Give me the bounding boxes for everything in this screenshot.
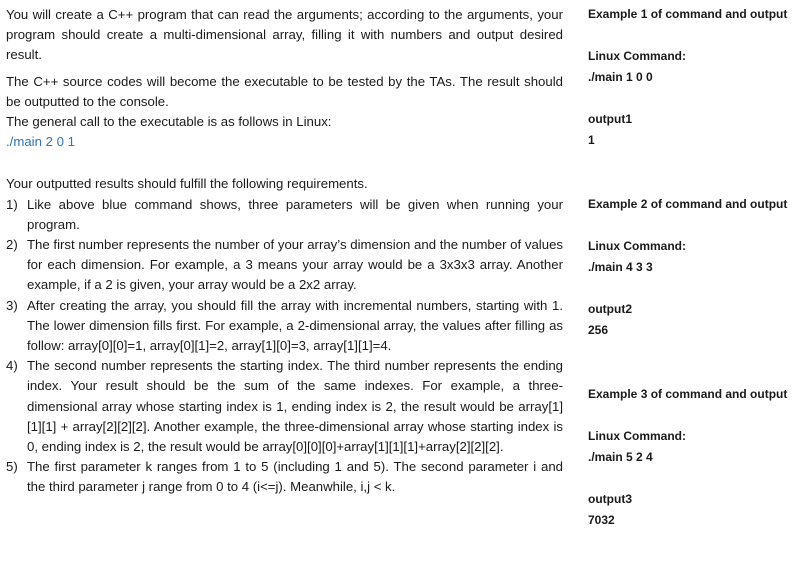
- example-1-title: Example 1 of command and output: [588, 7, 788, 21]
- tester-paragraph: The C++ source codes will become the executable to be tested by the TAs. The result should be outputted to the console.: [6, 73, 563, 109]
- requirement-item: 3) After creating the array, you should fill the array with incremental numbers, starting with 1. The lower dimension fills first. For example, a 2-dimensional array, the values after filling as follow: array[0][0]=1, array[0][1]=2, array[1][0]=3, array[1][1]=4.: [6, 297, 563, 354]
- example-3-command: ./main 5 2 4: [588, 450, 653, 464]
- example-1-output: 1: [588, 133, 595, 147]
- example-1-output-label: output1: [588, 112, 632, 126]
- requirements-list: [6, 195, 563, 498]
- example-1-command-label: Linux Command:: [588, 49, 686, 63]
- intro-paragraph: You will create a C++ program that can read the arguments; according to the arguments, your program should create a multi-dimensional array, filling it with numbers and output desired result.: [6, 7, 563, 63]
- example-3-title: Example 3 of command and output: [588, 387, 788, 401]
- assignment-text: [6, 5, 563, 498]
- requirements-heading: Your outputted results should fulfill the following requirements.: [6, 176, 368, 192]
- example-2-command-label: Linux Command:: [588, 239, 686, 253]
- example-2-output-label: output2: [588, 302, 632, 316]
- requirement-item: 1) Like above blue command shows, three parameters will be given when running your program.: [6, 196, 563, 232]
- example-3-command-label: Linux Command:: [588, 429, 686, 443]
- general-call-paragraph: The general call to the executable is as follows in Linux:: [6, 114, 332, 130]
- example-3-output-label: output3: [588, 492, 632, 506]
- example-2-command: ./main 4 3 3: [588, 260, 653, 274]
- requirement-item: 4) The second number represents the starting index. The third number represents the ending index. Your result should be the sum of the same indexes. For example, a three-dimensional array whose starting index is 1, ending index is 2, the result would be array[1][1][1] + array[2][2][2]. Another example, the three-dimensional array whose starting index is 0, ending index is 2, the result would be array[0][0][0]+array[1][1][1]+array[2][2][2].: [6, 358, 563, 455]
- example-2-output: 256: [588, 323, 609, 337]
- example-2-title: Example 2 of command and output: [588, 197, 788, 211]
- example-command: ./main 2 0 1: [6, 134, 75, 150]
- example-3-output: 7032: [588, 513, 615, 527]
- requirement-item: 2) The first number represents the number of your array’s dimension and the number of values for each dimension. For example, a 3 means your array would be a 3x3x3 array. Another example, if a 2 is given, your array would be a 2x2 array.: [6, 237, 563, 293]
- requirement-item: 5) The first parameter k ranges from 1 to 5 (including 1 and 5). The second parameter i and the third parameter j range from 0 to 4 (i<=j). Meanwhile, i,j < k.: [6, 459, 563, 495]
- example-1-command: ./main 1 0 0: [588, 70, 653, 84]
